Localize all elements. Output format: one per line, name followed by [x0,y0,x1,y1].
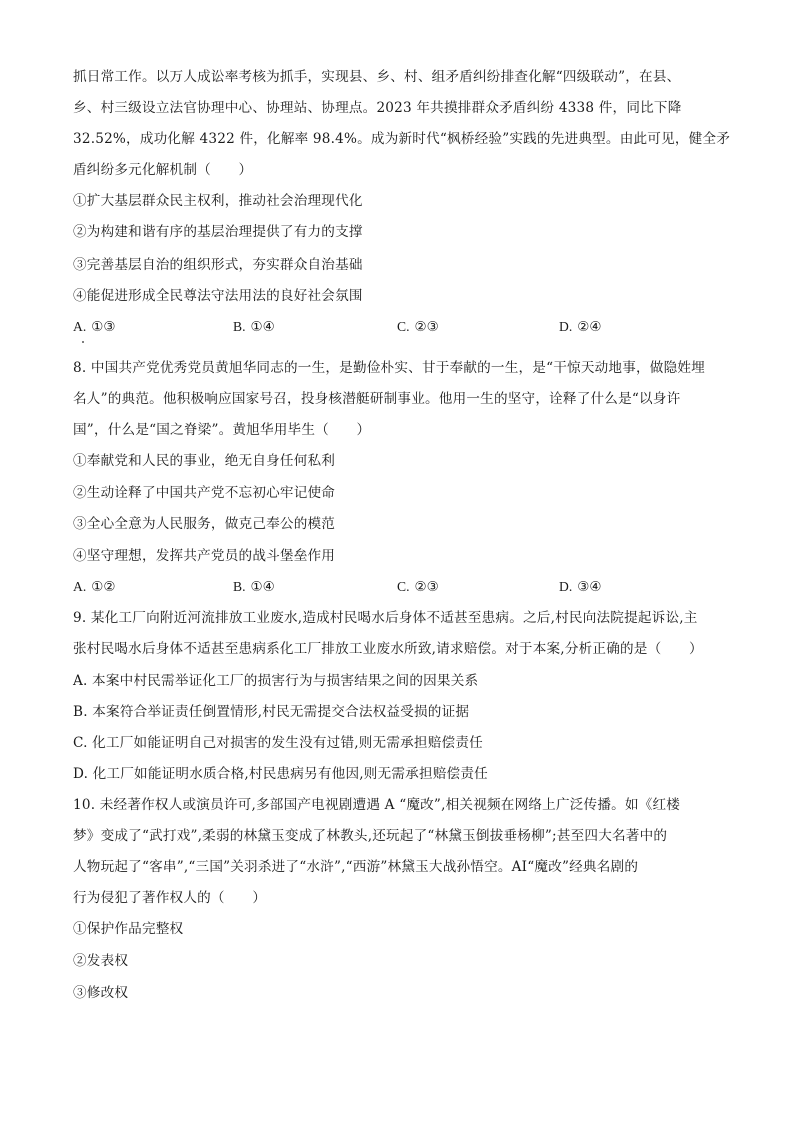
q9-stem-line-2: 张村民喝水后身体不适甚至患病系化工厂排放工业废水所致,请求赔偿。对于本案,分析正确的是（ ） [73,641,703,657]
q9-stem-line-1: 9. 某化工厂向附近河流排放工业废水,造成村民喝水后身体不适甚至患病。之后,村民向法院提起诉讼,主 [73,610,698,626]
q7-item-4: ④能促进形成全民尊法守法用法的良好社会氛围 [73,288,363,304]
q7-stem-line-1: 抓日常工作。以万人成讼率考核为抓手，实现县、乡、村、组矛盾纠纷排查化解“四级联动”，在县、 [73,69,681,85]
q10-stem-line-4: 行为侵犯了著作权人的（ ） [73,890,267,906]
q7-stem-line-4: 盾纠纷多元化解机制（ ） [73,162,253,178]
q10-stem-line-2: 梦》变成了“武打戏”,柔弱的林黛玉变成了林教头,还玩起了“林黛玉倒拔垂杨柳”;甚至四大名著中的 [73,828,668,844]
q7-option-d[interactable]: D. ②④ [559,319,602,335]
q10-item-3: ③修改权 [73,985,129,1001]
q7-stem-line-3: 32.52%，成功化解 4322 件，化解率 98.4%。成为新时代“枫桥经验”实践的先进典型。由此可见，健全矛 [73,131,731,147]
q9-choice-b[interactable]: B. 本案符合举证责任倒置情形,村民无需提交合法权益受损的证据 [73,704,470,720]
q8-item-1: ①奉献党和人民的事业，绝无自身任何私利 [73,453,336,469]
q10-item-1: ①保护作品完整权 [73,921,184,937]
q7-option-c[interactable]: C. ②③ [397,319,439,335]
q9-choice-a[interactable]: A. 本案中村民需举证化工厂的损害行为与损害结果之间的因果关系 [73,673,479,689]
q9-choice-d[interactable]: D. 化工厂如能证明水质合格,村民患病另有他因,则无需承担赔偿责任 [73,766,488,782]
q8-options [73,578,733,596]
q8-item-2: ②生动诠释了中国共产党不忘初心牢记使命 [73,485,336,501]
q8-option-b[interactable]: B. ①④ [233,579,275,595]
q10-stem-line-1: 10. 未经著作权人或演员许可,多部国产电视剧遭遇 A “魔改”,相关视频在网络上广泛传播。如《红楼 [73,797,681,813]
q7-option-b[interactable]: B. ①④ [233,319,275,335]
q8-option-d[interactable]: D. ③④ [559,579,602,595]
stray-dot [82,341,84,343]
q7-options [73,318,733,336]
q8-item-3: ③全心全意为人民服务，做克己奉公的模范 [73,516,336,532]
q7-item-1: ①扩大基层群众民主权利，推动社会治理现代化 [73,193,363,209]
q8-stem-line-3: 国”，什么是“国之脊梁”。黄旭华用毕生（ ） [73,422,371,438]
q7-stem-line-2: 乡、村三级设立法官协理中心、协理站、协理点。2023 年共摸排群众矛盾纠纷 4338 件，同比下降 [73,100,682,116]
q8-item-4: ④坚守理想，发挥共产党员的战斗堡垒作用 [73,548,336,564]
q10-stem-line-3: 人物玩起了“客串”,“三国”关羽杀进了“水浒”,“西游”林黛玉大战孙悟空。AI“魔改”经典名剧的 [73,859,639,875]
q8-option-a[interactable]: A. ①② [73,579,116,595]
q7-item-2: ②为构建和谐有序的基层治理提供了有力的支撑 [73,224,363,240]
q7-item-3: ③完善基层自治的组织形式，夯实群众自治基础 [73,257,363,273]
q8-stem-line-2: 名人”的典范。他积极响应国家号召，投身核潜艇研制事业。他用一生的坚守，诠释了什么是“以身许 [73,391,681,407]
q10-item-2: ②发表权 [73,953,129,969]
q8-stem-line-1: 8. 中国共产党优秀党员黄旭华同志的一生，是勤俭朴实、甘于奉献的一生，是“干惊天动地事，做隐姓埋 [73,360,705,376]
q9-choice-c[interactable]: C. 化工厂如能证明自己对损害的发生没有过错,则无需承担赔偿责任 [73,735,483,751]
q8-option-c[interactable]: C. ②③ [397,579,439,595]
q7-option-a[interactable]: A. ①③ [73,319,116,335]
